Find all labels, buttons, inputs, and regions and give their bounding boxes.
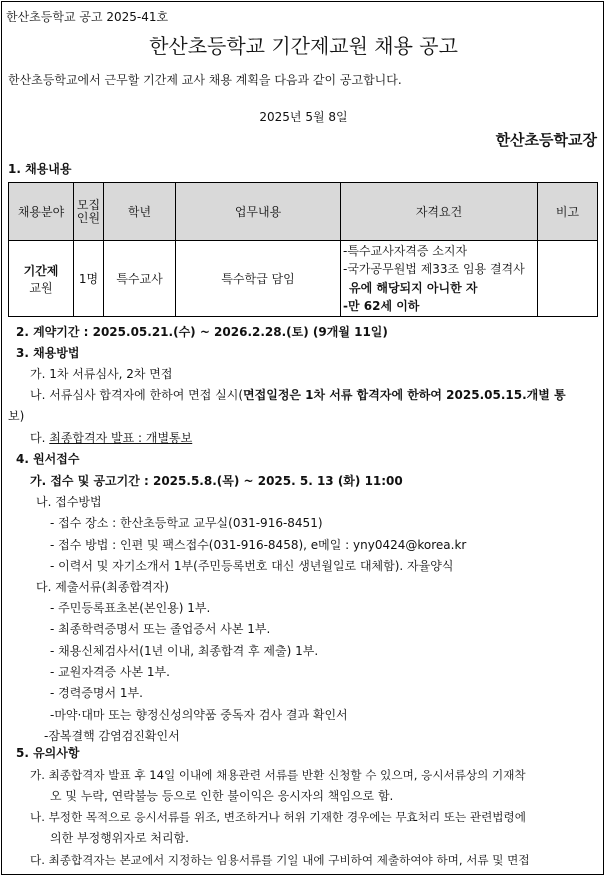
section3-da-prefix: 다. — [30, 431, 50, 445]
field-line2: 교원 — [29, 280, 53, 295]
recruitment-table — [8, 182, 598, 317]
section4-da: 다. 제출서류(최종합격자) — [36, 580, 169, 594]
section3-na-bold: 면접일정은 1차 서류 합격자에 한하여 2025.05.15.개별 통 — [243, 388, 566, 402]
field-line1: 기간제 — [23, 263, 59, 278]
submission-place: - 접수 장소 : 한산초등학교 교무실(031-916-8451) — [50, 516, 323, 530]
document-item-7: -잠복결핵 감염검진확인서 — [44, 729, 180, 743]
cell-grade: 특수교사 — [104, 241, 176, 317]
section3-da — [30, 431, 192, 445]
cell-qualifications — [341, 241, 538, 317]
document-item-6: -마약·대마 또는 향정신성의약품 중독자 검사 결과 확인서 — [50, 708, 348, 722]
section4-heading: 4. 원서접수 — [16, 452, 80, 466]
table-header-row — [9, 183, 598, 241]
header-duty: 업무내용 — [176, 183, 341, 241]
section5-da-line1: 다. 최종합격자는 본교에서 지정하는 임용서류를 기일 내에 구비하여 제출하여야 하며, 서류 및 면접 — [30, 853, 530, 867]
section4-na: 나. 접수방법 — [36, 495, 102, 509]
header-field: 채용분야 — [9, 183, 74, 241]
header-note: 비고 — [538, 183, 598, 241]
submission-resume: - 이력서 및 자기소개서 1부(주민등록번호 대신 생년월일로 대체함). 자율양식 — [50, 559, 454, 573]
cell-count: 1명 — [74, 241, 104, 317]
section3-na-prefix: 나. 서류심사 합격자에 한하여 면접 실시( — [30, 388, 244, 402]
header-grade: 학년 — [104, 183, 176, 241]
qualification-2: -국가공무원법 제33조 임용 결격사 — [343, 262, 525, 276]
document-item-5: - 경력증명서 1부. — [50, 686, 143, 700]
page-title: 한산초등학교 기간제교원 채용 공고 — [149, 34, 458, 58]
document-item-4: - 교원자격증 사본 1부. — [50, 665, 170, 679]
section3-na-line2: 보) — [8, 409, 25, 423]
section5-na-line1: 나. 부정한 목적으로 응시서류를 위조, 변조하거나 허위 기재한 경우에는 무효처리 또는 관련법령에 — [30, 810, 526, 824]
qualification-1: -특수교사자격증 소지자 — [343, 243, 468, 258]
section5-ga-line2: 오 및 누락, 연락불능 등으로 인한 불이익은 응시자의 책임으로 함. — [50, 789, 394, 803]
section3-na — [30, 388, 566, 402]
document-item-2: - 최종학력증명서 또는 졸업증서 사본 1부. — [50, 622, 271, 636]
section5-ga-line1: 가. 최종합격자 발표 후 14일 이내에 채용관련 서류를 반환 신청할 수 있으며, 응시서류상의 기재착 — [30, 768, 526, 782]
cell-field — [9, 241, 74, 317]
header-qualifications: 자격요건 — [341, 183, 538, 241]
section3-ga: 가. 1차 서류심사, 2차 면접 — [30, 367, 173, 381]
section2-contract-period: 2. 계약기간 : 2025.05.21.(수) ~ 2026.2.28.(토) (9개월 11일) — [16, 325, 388, 339]
section1-heading: 1. 채용내용 — [8, 162, 72, 176]
document-item-1: - 주민등록표초본(본인용) 1부. — [50, 601, 211, 615]
qualification-4: -만 62세 이하 — [343, 299, 420, 313]
table-row — [9, 241, 598, 317]
header-count: 모집인원 — [74, 183, 104, 241]
section3-da-text: 최종합격자 발표 : 개별통보 — [49, 431, 193, 445]
qualification-3: 유에 해당되지 아니한 자 — [349, 280, 478, 295]
intro-text: 한산초등학교에서 근무할 기간제 교사 채용 계획을 다음과 같이 공고합니다. — [8, 73, 402, 87]
document-item-3: - 채용신체검사서(1년 이내, 최종합격 후 제출) 1부. — [50, 644, 319, 658]
section4-ga: 가. 접수 및 공고기간 : 2025.5.8.(목) ~ 2025. 5. 13 (화) 11:00 — [30, 474, 403, 488]
issuer: 한산초등학교장 — [495, 131, 597, 149]
section5-heading: 5. 유의사항 — [16, 746, 80, 760]
cell-note — [538, 241, 598, 317]
notice-number: 한산초등학교 공고 2025-41호 — [6, 10, 169, 24]
submission-method: - 접수 방법 : 인편 및 팩스접수(031-916-8458), e메일 : yny0424@korea.kr — [50, 538, 467, 552]
section5-na-line2: 의한 부정행위자로 처리함. — [50, 831, 189, 845]
cell-duty: 특수학급 담임 — [176, 241, 341, 317]
section3-heading: 3. 채용방법 — [16, 346, 80, 360]
notice-date: 2025년 5월 8일 — [259, 110, 348, 124]
